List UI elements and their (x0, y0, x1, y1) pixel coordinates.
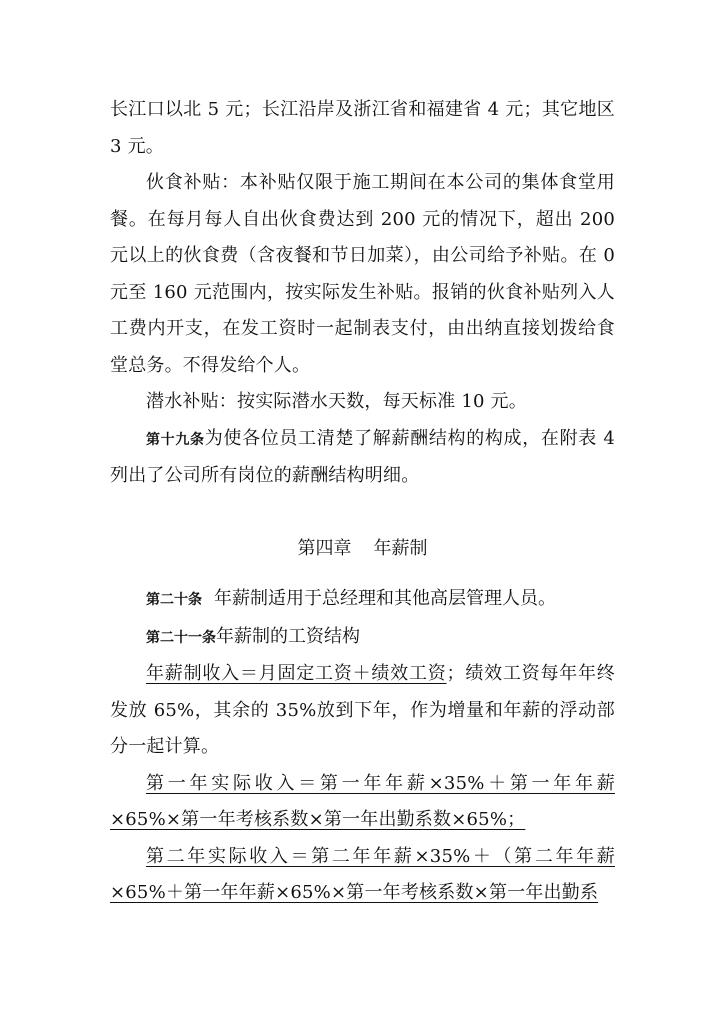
article-19 (110, 421, 615, 495)
formula-year-2-text: 第二年实际收入＝第二年年薪×35%＋（第二年年薪×65%＋第一年年薪×65%×第一年考核系数×第一年出勤系 (110, 845, 615, 903)
article-19-number: 第十九条 (146, 431, 205, 448)
article-20 (110, 581, 615, 619)
article-21-number: 第二十一条 (146, 629, 216, 646)
formula-annual-income-rest: ；绩效工资每年年终发放 65%，其余的 35%放到下年，作为增量和年薪的浮动部分一起计算。 (110, 663, 615, 757)
article-20-number: 第二十条 (146, 592, 202, 608)
chapter-title: 年薪制 (373, 537, 428, 559)
paragraph-region-subsidy: 长江口以北 5 元；长江沿岸及浙江省和福建省 4 元；其它地区 3 元。 (110, 99, 615, 157)
article-21 (110, 619, 615, 657)
formula-annual-income (110, 656, 615, 766)
spacer (110, 567, 615, 581)
article-20-text: 年薪制适用于总经理和其他高层管理人员。 (214, 588, 556, 609)
spacer (110, 495, 615, 531)
formula-year-1-text: 第一年实际收入＝第一年年薪×35%＋第一年年薪×65%×第一年考核系数×第一年出勤系数×65%； (110, 772, 615, 830)
article-21-text: 年薪制的工资结构 (216, 625, 360, 647)
chapter-number: 第四章 (297, 537, 352, 559)
paragraph-meal-subsidy: 伙食补贴：本补贴仅限于施工期间在本公司的集体食堂用餐。在每月每人自出伙食费达到 200 元的情况下，超出 200 元以上的伙食费（含夜餐和节日加菜），由公司给予补贴。在 0 元至 160 元范围内，按实际发生补贴。报销的伙食补贴列入人工费内开支，在发工资时一起制表支付，由出纳直接划拨给食堂总务。不得发给个人。 (110, 172, 615, 376)
document-page (110, 92, 615, 912)
paragraph-diving-subsidy: 潜水补贴：按实际潜水天数，每天标准 10 元。 (146, 391, 527, 412)
formula-year-2 (110, 839, 615, 912)
article-19-text: 为使各位员工清楚了解薪酬结构的构成，在附表 4 列出了公司所有岗位的薪酬结构明细。 (110, 427, 615, 486)
chapter-heading (110, 531, 615, 568)
formula-year-1 (110, 766, 615, 839)
formula-annual-income-underlined: 年薪制收入＝月固定工资＋绩效工资 (146, 663, 447, 684)
